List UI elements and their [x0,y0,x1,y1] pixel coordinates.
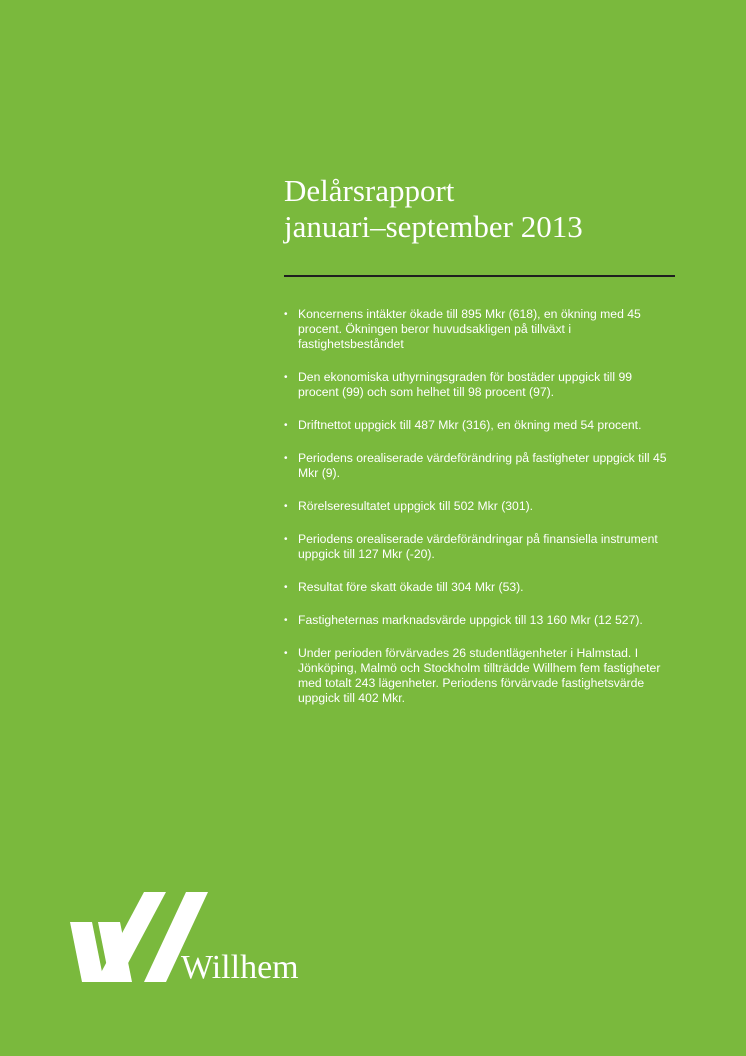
highlight-text: Periodens orealiserade värdeförändringar på finansiella instrument uppgick till 127 Mkr (-20). [298,532,658,561]
highlight-item [284,451,674,481]
highlight-item [284,532,674,562]
highlight-text: Driftnettot uppgick till 487 Mkr (316), en ökning med 54 procent. [298,418,642,432]
bullet-icon: • [284,309,288,320]
highlight-text: Den ekonomiska uthyrningsgraden för bostäder uppgick till 99 procent (99) och som helhet till 98 procent (97). [298,370,632,399]
highlight-text: Fastigheternas marknadsvärde uppgick till 13 160 Mkr (12 527). [298,613,643,627]
report-title-line2: januari–september 2013 [284,209,583,244]
willhem-wordmark: Willhem [181,949,299,986]
highlight-item [284,307,674,352]
bullet-icon: • [284,501,288,512]
highlight-text: Under perioden förvärvades 26 studentlägenheter i Halmstad. I Jönköping, Malmö och Stockholm tillträdde Willhem fem fastigheter med totalt 243 lägenheter. Periodens förvärvade fastighetsvärde uppgick till 402 Mkr. [298,646,661,705]
highlight-text: Periodens orealiserade värdeförändring på fastigheter uppgick till 45 Mkr (9). [298,451,667,480]
highlight-item [284,613,674,628]
bullet-icon: • [284,420,288,431]
title-divider [284,275,675,277]
highlight-text: Resultat före skatt ökade till 304 Mkr (53). [298,580,524,594]
highlight-item [284,418,674,433]
bullet-icon: • [284,372,288,383]
report-title [284,173,704,245]
bullet-icon: • [284,582,288,593]
bullet-icon: • [284,453,288,464]
highlight-text: Rörelseresultatet uppgick till 502 Mkr (301). [298,499,534,513]
highlight-item [284,370,674,400]
highlight-text: Koncernens intäkter ökade till 895 Mkr (618), en ökning med 45 procent. Ökningen beror huvudsakligen på tillväxt i fastighetsbeståndet [298,307,641,351]
highlight-item [284,646,674,706]
bullet-icon: • [284,615,288,626]
bullet-icon: • [284,648,288,659]
highlight-item [284,580,674,595]
report-title-line1: Delårsrapport [284,173,455,208]
highlights-list [284,307,674,724]
bullet-icon: • [284,534,288,545]
highlight-item [284,499,674,514]
logo-stroke-1 [70,922,104,982]
